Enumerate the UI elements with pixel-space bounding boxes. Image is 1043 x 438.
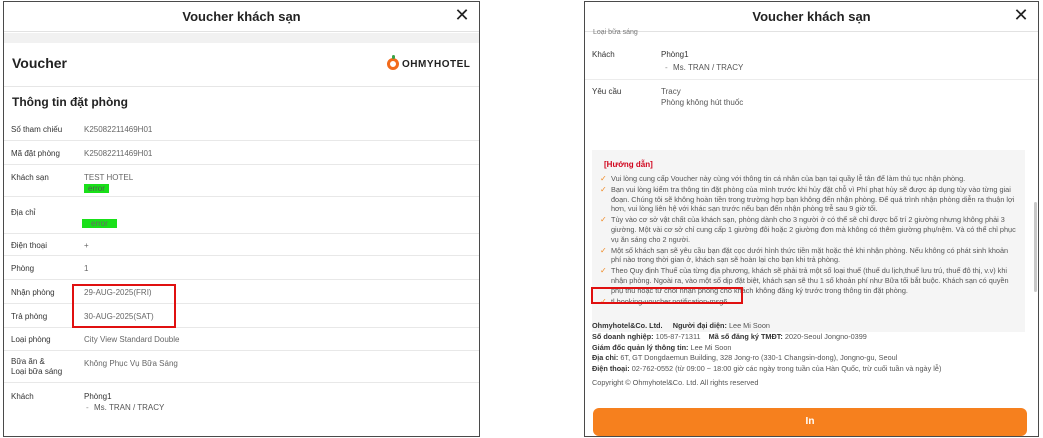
voucher-modal-right xyxy=(584,1,1039,437)
footer-line xyxy=(592,343,1026,354)
row-label: Khách sạn xyxy=(11,173,49,182)
copyright: Copyright © Ohmyhotel&Co. Ltd. All rights reserved xyxy=(592,377,759,387)
guide-title: [Hướng dẫn] xyxy=(604,160,653,169)
guide-item xyxy=(600,215,1017,244)
footer-value: Lee Mi Soon xyxy=(728,321,770,330)
guide-text: Tùy vào cơ sở vật chất của khách sạn, phòng dành cho 3 người ở có thể sẽ chỉ được bố trí 2 giường nhưng không phải 3 giường. Một vài cơ sở chỉ cung cấp 1 giường đôi hoặc 2 giường đơn mà không có thêm giường phụ/nệm. Và có thể chỉ phục vụ ăn sáng cho 2 người. xyxy=(611,215,1016,244)
check-icon: ✓ xyxy=(600,185,607,195)
footer-label: Giám đốc quản lý thông tin: xyxy=(592,342,689,352)
modal-header xyxy=(585,2,1038,32)
table-row xyxy=(4,383,479,423)
section-title: Thông tin đặt phòng xyxy=(12,95,128,109)
footer-label: Người đại diện: xyxy=(672,321,727,330)
footer-line xyxy=(592,332,1026,343)
row-label: Khách xyxy=(11,392,34,401)
cut-off-label: Loại bữa sáng xyxy=(593,29,638,36)
modal-title: Voucher khách sạn xyxy=(182,9,301,24)
table-row xyxy=(4,351,479,383)
guest-name: Ms. TRAN / TRACY xyxy=(673,63,744,72)
row-label: Mã đặt phòng xyxy=(11,149,60,158)
row-value: + xyxy=(84,241,89,250)
row-label: Bữa ăn & xyxy=(11,357,45,366)
footer-line xyxy=(592,353,1026,364)
table-row xyxy=(4,141,479,165)
row-label: Địa chỉ xyxy=(11,208,36,217)
footer-label: Địa chỉ: xyxy=(592,353,619,363)
footer-value: 6T, GT Dongdaemun Building, 328 Jong-ro (330-1 Changsin-dong), Jongno-gu, Seoul xyxy=(620,353,898,363)
table-row xyxy=(4,197,479,234)
row-value: K25082211469H01 xyxy=(84,125,153,134)
table-row xyxy=(4,234,479,256)
row-label: Số tham chiếu xyxy=(11,125,63,134)
row-label: Yêu cầu xyxy=(592,87,622,96)
row-value: Phòng1 xyxy=(661,50,689,59)
checkout-value: 30-AUG-2025(SAT) xyxy=(84,312,154,321)
logo-icon xyxy=(387,58,399,70)
scrollbar[interactable] xyxy=(1034,202,1037,292)
check-icon: ✓ xyxy=(600,215,607,225)
table-row xyxy=(585,38,1038,80)
annotation-box xyxy=(72,284,176,328)
footer-value: 2020-Seoul Jongno-0399 xyxy=(784,331,867,341)
voucher-modal-left xyxy=(3,1,480,437)
logo-text: OHMYHOTEL xyxy=(402,58,471,70)
guide-item xyxy=(600,185,1017,214)
footer-line xyxy=(592,321,1026,332)
modal-header xyxy=(4,2,479,32)
footer-value: 105-87-71311 xyxy=(655,331,701,341)
guest-name: Ms. TRAN / TRACY xyxy=(94,403,165,412)
company-name: Ohmyhotel&Co. Ltd. xyxy=(592,321,663,330)
footer-value: 02-762-0552 (từ 09:00 ~ 18:00 giờ các ngày trong tuần của Hàn Quốc, trừ cuối tuần và ngày lễ) xyxy=(631,364,942,374)
close-icon[interactable]: ✕ xyxy=(454,5,470,25)
guest-dash: - xyxy=(86,403,89,412)
check-icon: ✓ xyxy=(600,174,607,183)
table-row xyxy=(4,118,479,141)
annotation-box xyxy=(591,287,743,304)
company-footer xyxy=(592,321,1026,389)
footer-label: Điện thoại: xyxy=(592,364,630,374)
row-label: Trả phòng xyxy=(11,312,48,321)
error-highlight: error xyxy=(84,184,109,193)
ohmyhotel-logo xyxy=(387,55,470,73)
guide-text: Một số khách sạn sẽ yêu cầu bạn đặt cọc dưới hình thức tiền mặt hoặc thẻ khi nhận phòng. Nếu không có phát sinh khoản phí nào trong thời gian ở, khách sạn sẽ hoàn lại cho bạn khi trả phòng. xyxy=(611,245,1009,265)
guide-text: Vui lòng cung cấp Voucher này cùng với thông tin cá nhân của bạn tại quầy lễ tân để làm thủ tục nhận phòng. xyxy=(611,174,966,183)
row-label: Điện thoại xyxy=(11,241,48,250)
booking-info-table xyxy=(4,118,479,423)
table-row xyxy=(4,165,479,197)
row-label: Loại phòng xyxy=(11,335,51,344)
row-label: Phòng xyxy=(11,264,35,273)
guest-dash: - xyxy=(665,63,668,72)
table-row xyxy=(4,256,479,280)
guide-item xyxy=(600,174,1017,184)
guide-text: tl.booking-voucher.notification-msg6 xyxy=(611,296,728,306)
row-label: Loại bữa sáng xyxy=(11,367,63,376)
error-highlight: error xyxy=(82,219,117,228)
row-label: Khách xyxy=(592,50,615,59)
footer-label: Số doanh nghiệp: xyxy=(592,331,654,341)
voucher-header xyxy=(4,43,479,87)
footer-value: Lee Mi Soon xyxy=(690,342,732,352)
row-value: Không Phục Vụ Bữa Sáng xyxy=(84,359,178,368)
row-value: Phòng không hút thuốc xyxy=(661,98,744,107)
row-value: 1 xyxy=(84,264,89,273)
row-value: K25082211469H01 xyxy=(84,149,153,158)
divider-band xyxy=(4,33,479,43)
guide-text: Theo Quy định Thuế của từng địa phương, khách sẽ phải trả một số loại thuế (thuế du lịch,thuế lưu trú, thuế đô thị, v.v) khi nhận phòng. Ngoài ra, vào một số dịp đặt biệt, khách sạn sẽ thu 1 số khoản phí như Bữa tối bắt buộc. Khách sạn có quyền phụ thu hoặc từ chối nhận phòng cho khách không đăng ký trước trong thông tin đặt phòng. xyxy=(611,266,1009,295)
row-value: TEST HOTEL xyxy=(84,173,134,182)
guide-item xyxy=(600,246,1017,265)
footer-line xyxy=(592,364,1026,375)
row-label: Nhận phòng xyxy=(11,288,55,297)
checkin-value: 29-AUG-2025(FRI) xyxy=(84,288,152,297)
row-value: City View Standard Double xyxy=(84,335,180,344)
print-button[interactable]: In xyxy=(593,408,1027,436)
table-row xyxy=(585,80,1038,119)
check-icon: ✓ xyxy=(600,245,607,255)
footer-label: Mã số đăng ký TMĐT: xyxy=(708,331,783,341)
voucher-title: Voucher xyxy=(12,55,67,71)
row-value: Phòng1 xyxy=(84,392,112,401)
guide-text: Bạn vui lòng kiểm tra thông tin đặt phòng của mình trước khi hủy đặt chỗ vì Phí phạt hủy sẽ được áp dụng tùy vào từng giai đoạn. Chúng tôi sẽ không hoàn tiền trong trường hợp bạn không đến nhận phòng. Để quá trình nhận phòng diễn ra thuận lợi hơn, vui lòng liên hệ với khác sạn trước nếu bạn đến nhận phòng trễ sau 9 giờ tối. xyxy=(611,185,1015,214)
row-value: Tracy xyxy=(661,87,681,96)
modal-title: Voucher khách sạn xyxy=(752,9,871,24)
check-icon: ✓ xyxy=(600,266,607,276)
table-row xyxy=(4,328,479,351)
guide-box xyxy=(592,150,1025,332)
close-icon[interactable]: ✕ xyxy=(1013,5,1029,25)
check-icon: ✓ xyxy=(600,296,607,306)
